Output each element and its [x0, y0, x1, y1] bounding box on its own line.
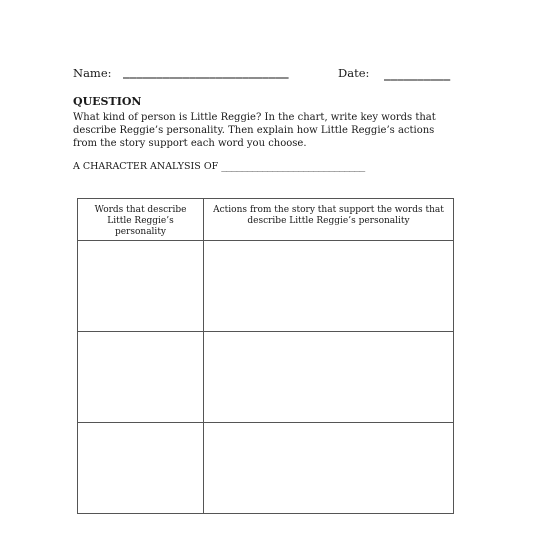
date-field[interactable]: __________ — [384, 68, 451, 81]
action-cell[interactable] — [204, 332, 454, 423]
chart-header-actions: Actions from the story that support the words that describe Little Reggie’s personality — [204, 199, 454, 241]
word-cell[interactable] — [78, 423, 204, 514]
table-row — [78, 241, 454, 332]
character-name-field[interactable]: ____________________________ — [221, 161, 365, 172]
question-heading: QUESTION — [73, 95, 142, 108]
word-cell[interactable] — [78, 332, 204, 423]
question-text: What kind of person is Little Reggie? In the chart, write key words that describe Reggie’s personality. Then explain how Little Reggie’s actions from the story support each word you choose. — [73, 112, 436, 149]
name-field[interactable]: _________________________ — [123, 66, 289, 79]
date-label: Date: — [338, 66, 370, 80]
action-cell[interactable] — [204, 423, 454, 514]
character-analysis-line — [73, 161, 365, 172]
character-analysis-label: A CHARACTER ANALYSIS OF — [73, 161, 222, 172]
word-cell[interactable] — [78, 241, 204, 332]
chart-header-words: Words that describe Little Reggie’s personality — [78, 199, 204, 241]
table-row — [78, 423, 454, 514]
action-cell[interactable] — [204, 241, 454, 332]
name-label: Name: — [73, 66, 112, 80]
chart-header-row — [78, 199, 454, 241]
character-analysis-chart — [77, 198, 454, 514]
table-row — [78, 332, 454, 423]
